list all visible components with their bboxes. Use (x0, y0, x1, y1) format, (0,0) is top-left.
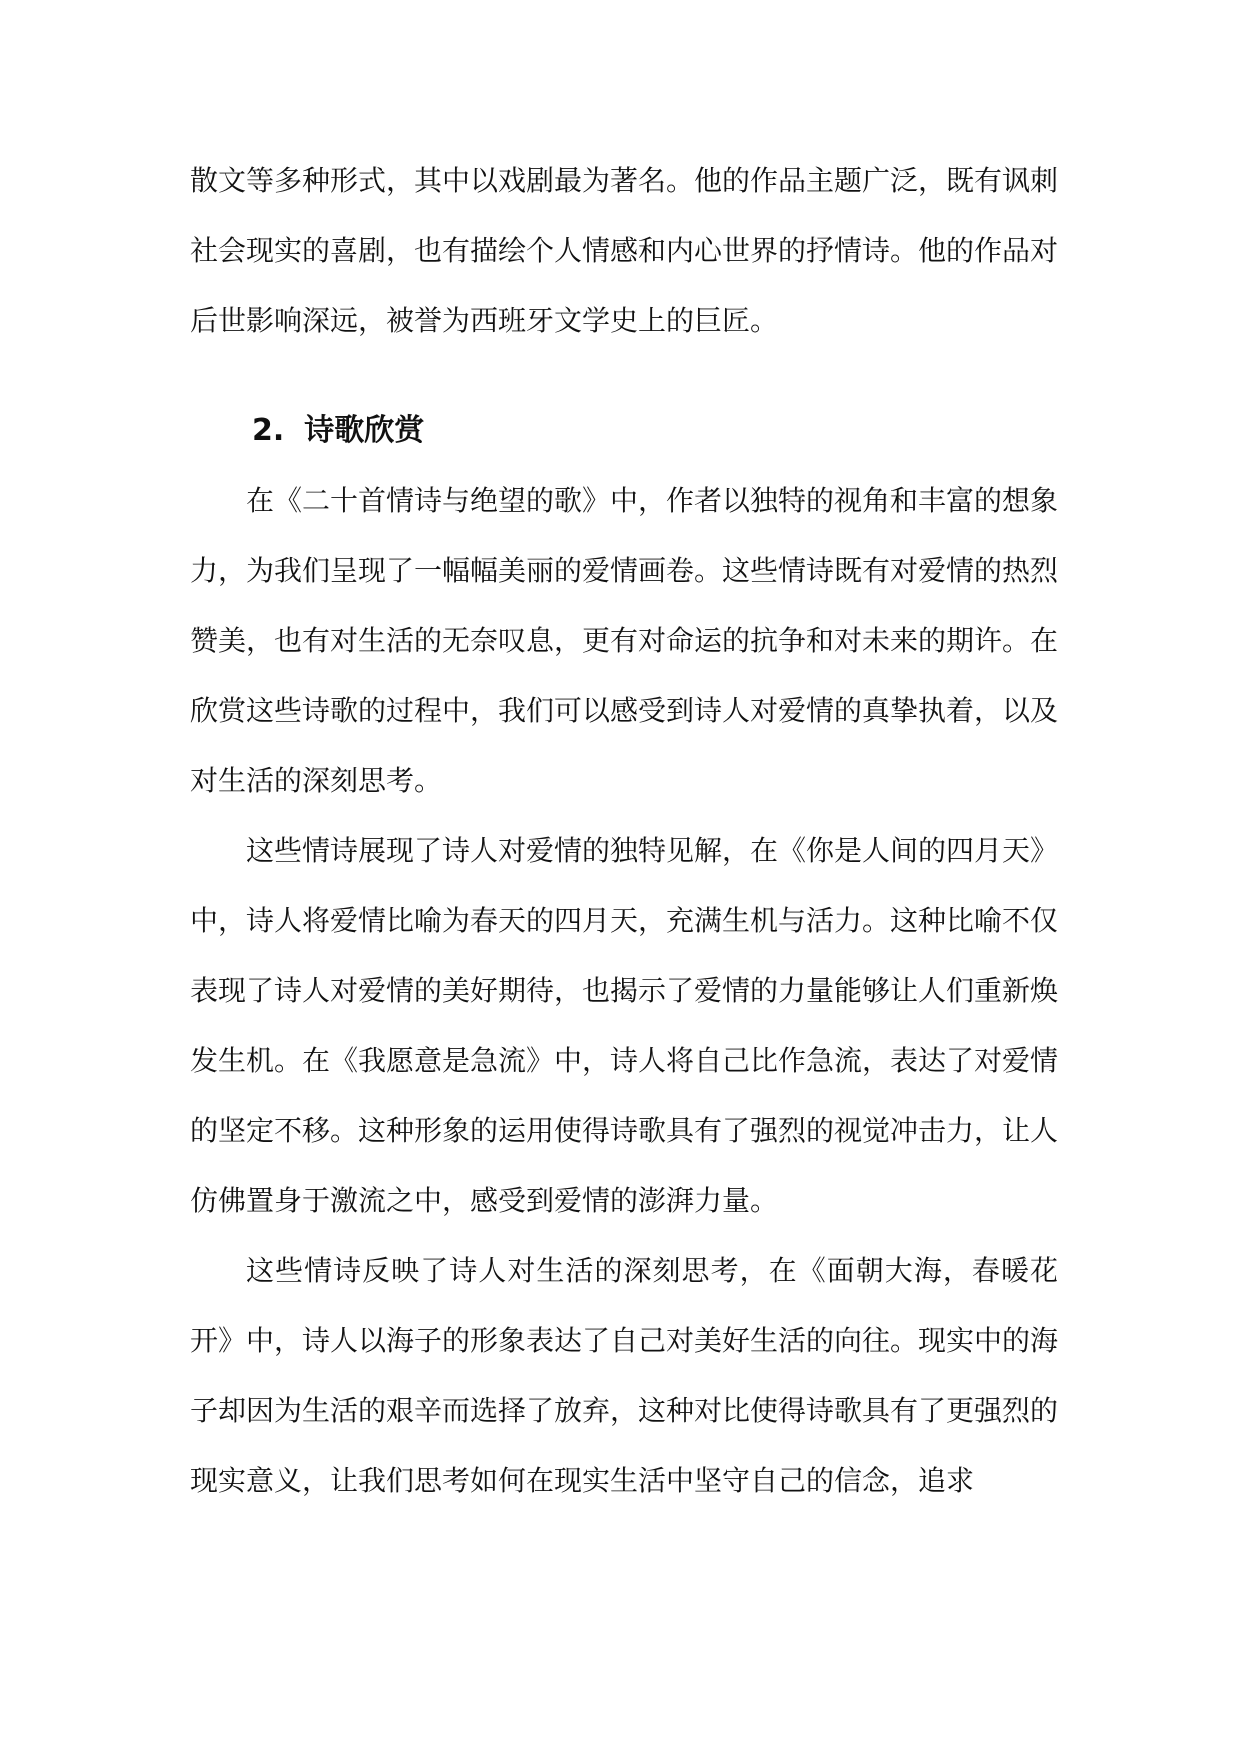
document-page (190, 146, 1058, 1516)
paragraph-2: 这些情诗展现了诗人对爱情的独特见解，在《你是人间的四月天》中，诗人将爱情比喻为春天的四月天，充满生机与活力。这种比喻不仅表现了诗人对爱情的美好期待，也揭示了爱情的力量能够让人们重新焕发生机。在《我愿意是急流》中，诗人将自己比作急流，表达了对爱情的坚定不移。这种形象的运用使得诗歌具有了强烈的视觉冲击力，让人仿佛置身于激流之中，感受到爱情的澎湃力量。 (190, 834, 1059, 1217)
section-heading (190, 396, 1058, 466)
continued-paragraph: 散文等多种形式，其中以戏剧最为著名。他的作品主题广泛，既有讽刺社会现实的喜剧，也有描绘个人情感和内心世界的抒情诗。他的作品对后世影响深远，被誉为西班牙文学史上的巨匠。 (190, 164, 1059, 337)
paragraph-3: 这些情诗反映了诗人对生活的深刻思考，在《面朝大海，春暖花开》中，诗人以海子的形象表达了自己对美好生活的向往。现实中的海子却因为生活的艰辛而选择了放弃，这种对比使得诗歌具有了更强烈的现实意义，让我们思考如何在现实生活中坚守自己的信念，追求 (190, 1254, 1059, 1497)
section-number: 2. (252, 413, 285, 448)
section-title: 诗歌欣赏 (304, 413, 425, 448)
paragraph-1: 在《二十首情诗与绝望的歌》中，作者以独特的视角和丰富的想象力，为我们呈现了一幅幅美丽的爱情画卷。这些情诗既有对爱情的热烈赞美，也有对生活的无奈叹息，更有对命运的抗争和对未来的期许。在欣赏这些诗歌的过程中，我们可以感受到诗人对爱情的真挚执着，以及对生活的深刻思考。 (190, 484, 1059, 797)
